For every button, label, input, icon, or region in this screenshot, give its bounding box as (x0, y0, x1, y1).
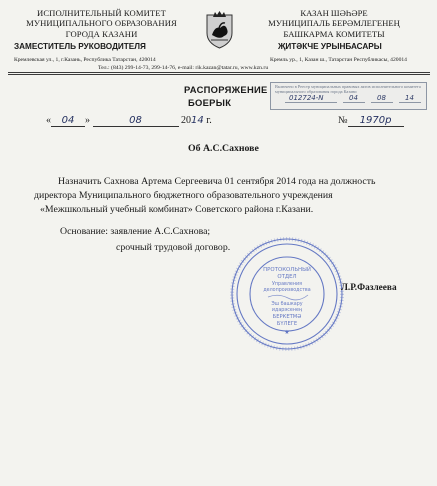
order-basis: Основание: заявление А.С.Сахнова; (60, 226, 211, 237)
kazan-coat-of-arms-icon (203, 9, 236, 49)
order-basis-contract: срочный трудовой договор. (116, 242, 231, 253)
registration-stamp (270, 82, 427, 110)
header-right-line: БАШКАРМА КОМИТЕТЫ (283, 28, 385, 39)
registration-line (343, 102, 365, 103)
order-subject: Об А.С.Сахнове (188, 143, 259, 154)
order-year-prefix: 20 (181, 115, 191, 126)
header-left (14, 8, 189, 39)
registration-month: 08 (377, 94, 386, 102)
header-right-line: МУНИЦИПАЛЬ БЕРӘМЛЕГЕНЕҢ (268, 18, 400, 29)
order-title-tt: БОЕРЫК (188, 97, 232, 108)
order-day: 04 (51, 115, 85, 127)
header-left-position: ЗАМЕСТИТЕЛЬ РУКОВОДИТЕЛЯ (14, 42, 146, 51)
seal-line: Управления (271, 282, 303, 287)
header-divider (8, 74, 430, 75)
seal-line: идарәсенең (271, 308, 303, 313)
order-month: 08 (93, 115, 179, 127)
seal-line: БҮЛЕГЕ (276, 321, 298, 327)
header-left-address: Кремлевская ул., 1, г.Казань, Республика Татарстан, 420014 (14, 57, 156, 63)
header-right-line: КАЗАН ШӘҺӘРЕ (300, 8, 368, 18)
order-date: « 04 » 08 2014 г. (46, 115, 212, 126)
seal-line: ПРОТОКОЛЬНЫЙ (263, 267, 311, 273)
seal-line: БЕРКЕТМӘ (272, 314, 302, 320)
svg-text:★: ★ (284, 329, 290, 336)
registration-number: 012724-N (289, 94, 324, 102)
header-left-line: МУНИЦИПАЛЬНОГО ОБРАЗОВАНИЯ (26, 18, 177, 29)
order-number-value: 1970р (348, 115, 404, 127)
header-right-address: Кремль ур., 1, Казан ш., Татарстан Республикасы, 420014 (270, 57, 407, 63)
registration-line (285, 102, 337, 103)
order-text-line: «Межшкольный учебный комбинат» Советского района г.Казани. (40, 204, 314, 215)
seal-stamp (228, 235, 346, 353)
signatory-name: Л.Р.Фазлеева (341, 283, 397, 293)
registration-stamp-caption: Включено в Реестр муниципальных правовых актов исполнительного комитета муниципального образования города Казани (275, 84, 421, 94)
order-text-line: директора Муниципального бюджетного образовательного учреждения (34, 190, 333, 201)
seal-line: Эш башкару (271, 302, 303, 307)
registration-year: 14 (405, 94, 414, 102)
seal-line: делопроизводства (263, 288, 311, 293)
header-left-line: ГОРОДА КАЗАНИ (65, 28, 138, 39)
seal-line: ОТДЕЛ (277, 274, 297, 280)
order-title-ru: РАСПОРЯЖЕНИЕ (184, 84, 268, 95)
registration-line (371, 102, 393, 103)
header-divider (8, 72, 430, 73)
header-right (244, 8, 424, 39)
header-right-position: ҖИТӘКЧЕ УРЫНБАСАРЫ (278, 42, 382, 51)
header-left-line: ИСПОЛНИТЕЛЬНЫЙ КОМИТЕТ (37, 8, 166, 18)
registration-line (399, 102, 421, 103)
order-number (338, 115, 404, 127)
registration-day: 04 (349, 94, 358, 102)
header-contacts: Тел.: (843) 299-14-73, 299-14-76, e-mail: rik.kazan@tatar.ru, www.kzn.ru (98, 65, 269, 71)
order-text-line: Назначить Сахнова Артема Сергеевича 01 сентября 2014 года на должность (58, 176, 376, 187)
order-year-suffix: 14 (191, 115, 204, 126)
order-number-prefix: № (338, 115, 348, 126)
